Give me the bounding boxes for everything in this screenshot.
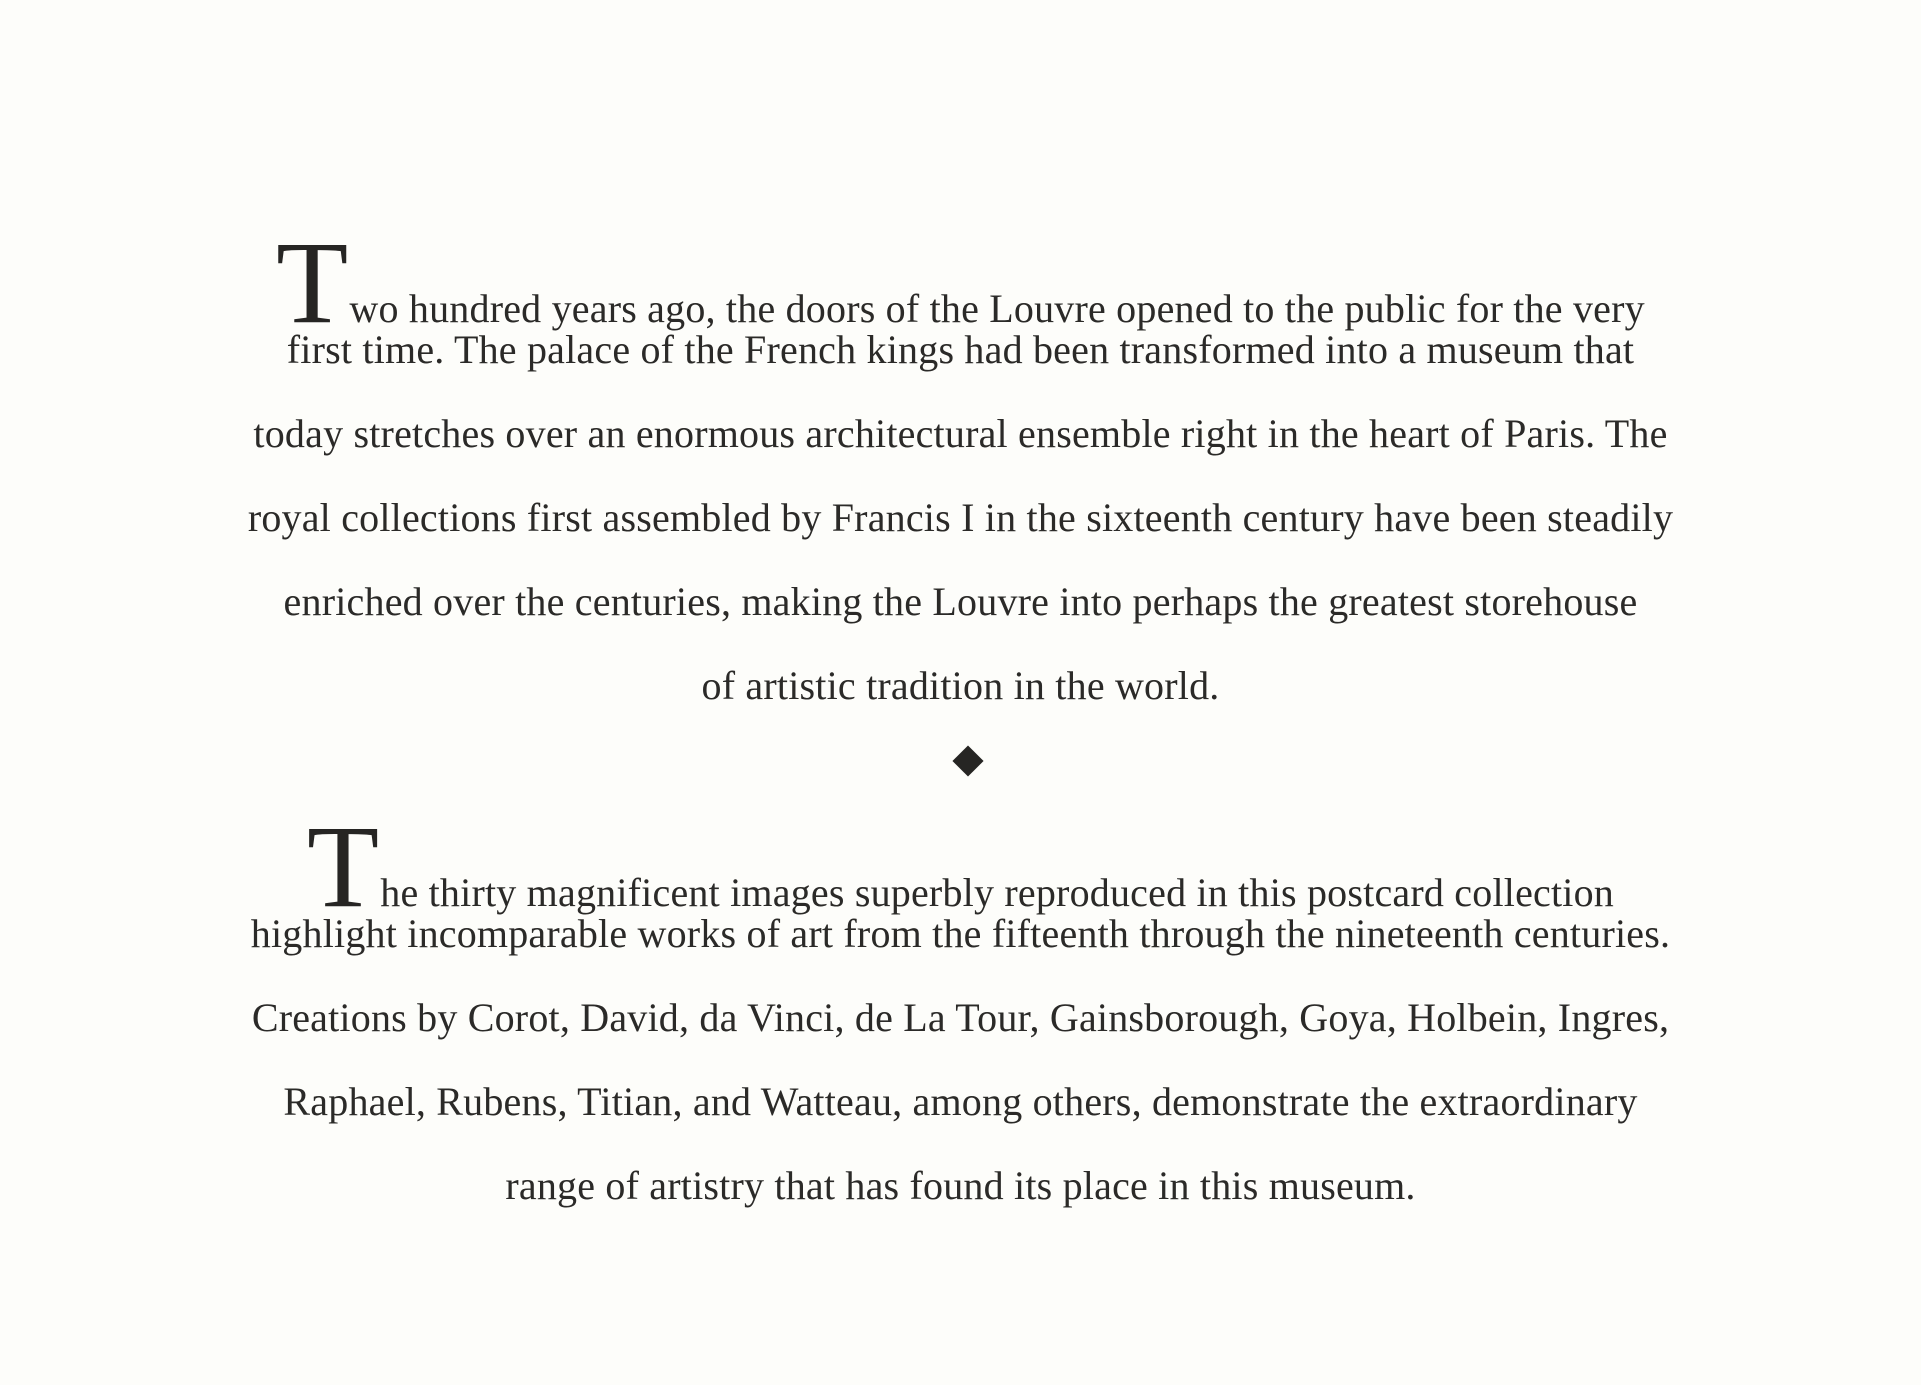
paragraph-line: Raphael, Rubens, Titian, and Watteau, among others, demonstrate the extraordinary <box>283 1079 1638 1124</box>
paragraph-line <box>150 801 1771 932</box>
paragraph-line: enriched over the centuries, making the Louvre into perhaps the greatest storehouse <box>283 579 1638 624</box>
paragraph-line-text: he thirty magnificent images superbly reproduced in this postcard collection <box>380 870 1615 915</box>
paragraph-line: range of artistry that has found its place in this museum. <box>505 1163 1416 1208</box>
drop-cap: T <box>306 801 380 932</box>
paragraph-line: highlight incomparable works of art from the fifteenth through the nineteenth centuries. <box>250 911 1671 956</box>
drop-cap: T <box>276 217 349 348</box>
paragraph-line <box>150 217 1771 348</box>
black-diamond-icon <box>952 745 983 776</box>
paragraph-line: royal collections first assembled by Francis I in the sixteenth century have been steadily <box>247 495 1674 540</box>
paragraph-line: Creations by Corot, David, da Vinci, de La Tour, Gainsborough, Goya, Holbein, Ingres, <box>251 995 1670 1040</box>
paragraph-line: first time. The palace of the French kings had been transformed into a museum that <box>286 327 1635 372</box>
paragraph-line: of artistic tradition in the world. <box>701 663 1220 708</box>
intro-paragraph <box>150 217 1771 728</box>
paragraph-line-text: wo hundred years ago, the doors of the Louvre opened to the public for the very <box>349 286 1645 331</box>
collection-paragraph <box>150 801 1771 1228</box>
paragraph-line: today stretches over an enormous architectural ensemble right in the heart of Paris. The <box>253 411 1668 456</box>
